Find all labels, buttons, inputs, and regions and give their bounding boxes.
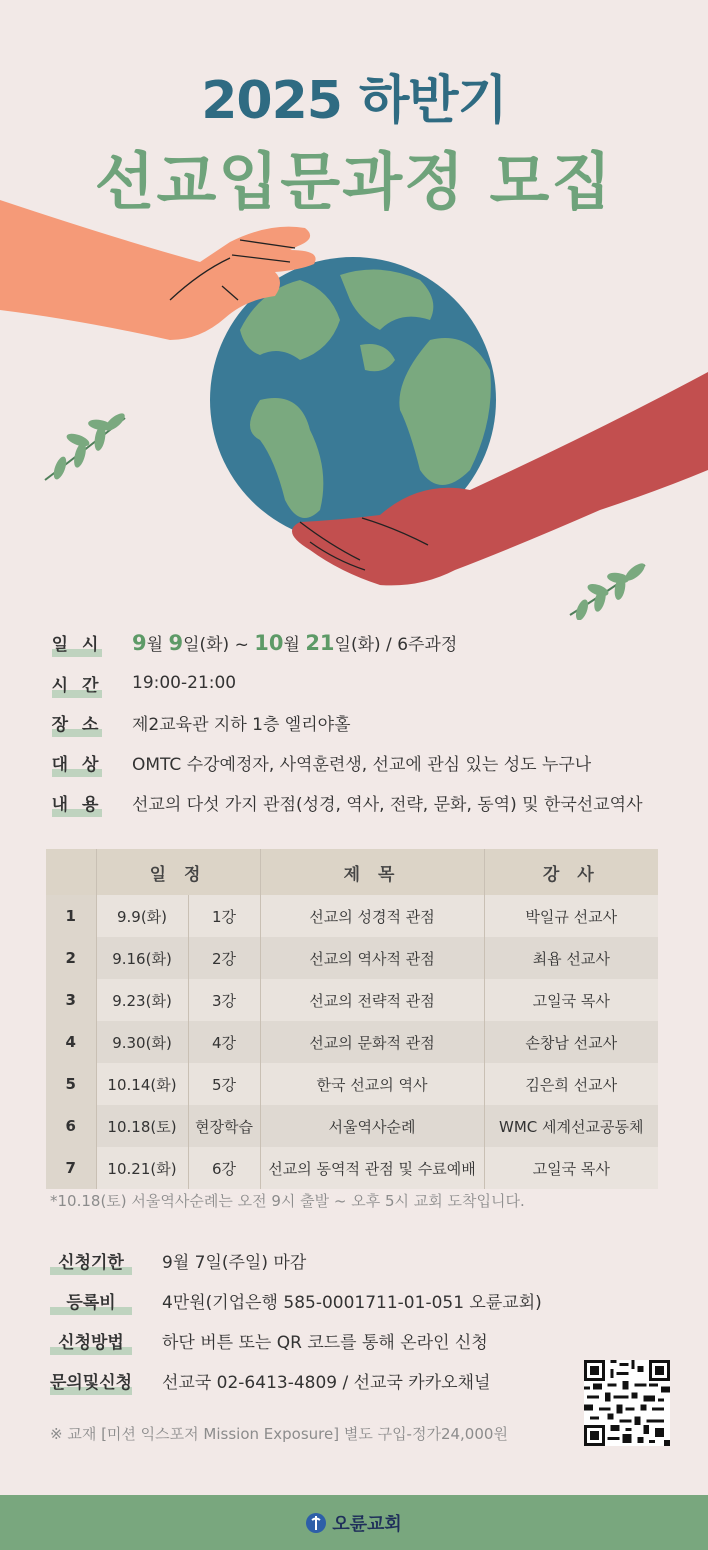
deadline-value: 9월 7일(주일) 마감	[162, 1252, 307, 1273]
field-trip-note: *10.18(토) 서울역사순례는 오전 9시 출발 ~ 오후 5시 교회 도착입니다.	[50, 1192, 525, 1210]
place-value: 제2교육관 지하 1층 엘리야홀	[132, 714, 351, 735]
info-row-content	[50, 787, 643, 817]
qr-code[interactable]	[584, 1360, 670, 1446]
method-label: 신청방법	[46, 1328, 136, 1353]
row-date: 9.9(화)	[96, 895, 188, 937]
leaf-branch-icon	[570, 560, 647, 620]
table-row	[46, 937, 658, 979]
row-title: 한국 선교의 역사	[260, 1063, 484, 1105]
row-lecturer: 고일국 목사	[484, 979, 658, 1021]
info-row-place	[50, 707, 351, 737]
row-number: 4	[46, 1021, 96, 1063]
table-row	[46, 1021, 658, 1063]
row-number: 5	[46, 1063, 96, 1105]
table-row	[46, 895, 658, 937]
row-number: 3	[46, 979, 96, 1021]
info-row-target	[50, 747, 591, 777]
row-number: 2	[46, 937, 96, 979]
row-date: 10.14(화)	[96, 1063, 188, 1105]
row-title: 선교의 성경적 관점	[260, 895, 484, 937]
fee-label: 등록비	[46, 1288, 136, 1313]
church-logo[interactable]	[306, 1510, 402, 1536]
date-label: 일 시	[50, 630, 104, 655]
contact-value: 선교국 02-6413-4809 / 선교국 카카오채널	[162, 1372, 491, 1393]
info-row-time	[50, 668, 236, 698]
table-row	[46, 979, 658, 1021]
table-header-schedule: 일 정	[96, 849, 260, 895]
row-session: 1강	[188, 895, 260, 937]
church-logo-icon	[306, 1513, 326, 1533]
footer-bar	[0, 1495, 708, 1550]
deadline-label: 신청기한	[46, 1248, 136, 1273]
row-lecturer: WMC 세계선교공동체	[484, 1105, 658, 1147]
row-title: 선교의 역사적 관점	[260, 937, 484, 979]
table-header-title: 제 목	[260, 849, 484, 895]
row-lecturer: 최욥 선교사	[484, 937, 658, 979]
row-date: 9.30(화)	[96, 1021, 188, 1063]
table-header-row	[46, 849, 658, 895]
table-row	[46, 1105, 658, 1147]
row-session: 현장학습	[188, 1105, 260, 1147]
row-session: 2강	[188, 937, 260, 979]
row-title: 서울역사순례	[260, 1105, 484, 1147]
table-header-lecturer: 강 사	[484, 849, 658, 895]
title-line1: 2025 하반기	[201, 71, 507, 131]
leaf-branch-icon	[45, 410, 127, 481]
row-lecturer: 박일규 선교사	[484, 895, 658, 937]
apply-row-contact	[46, 1365, 490, 1395]
table-row	[46, 1063, 658, 1105]
church-logo-text: 오륜교회	[332, 1513, 402, 1535]
target-label: 대 상	[50, 750, 104, 775]
row-session: 3강	[188, 979, 260, 1021]
row-date: 9.16(화)	[96, 937, 188, 979]
row-session: 6강	[188, 1147, 260, 1189]
apply-row-fee	[46, 1285, 542, 1315]
row-title: 선교의 문화적 관점	[260, 1021, 484, 1063]
row-lecturer: 손창남 선교사	[484, 1021, 658, 1063]
row-lecturer: 고일국 목사	[484, 1147, 658, 1189]
contact-label: 문의및신청	[46, 1368, 136, 1393]
row-number: 6	[46, 1105, 96, 1147]
globe-hands-illustration	[0, 190, 708, 620]
row-number: 7	[46, 1147, 96, 1189]
title-line2: 선교입문과정 모집	[94, 145, 614, 218]
table-header-no	[46, 849, 96, 895]
row-date: 10.21(화)	[96, 1147, 188, 1189]
table-row	[46, 1147, 658, 1189]
row-title: 선교의 전략적 관점	[260, 979, 484, 1021]
apply-row-deadline	[46, 1245, 306, 1275]
info-row-date	[50, 627, 457, 657]
row-title: 선교의 동역적 관점 및 수료예배	[260, 1147, 484, 1189]
row-lecturer: 김은희 선교사	[484, 1063, 658, 1105]
target-value: OMTC 수강예정자, 사역훈련생, 선교에 관심 있는 성도 누구나	[132, 754, 592, 775]
content-value: 선교의 다섯 가지 관점(성경, 역사, 전략, 문화, 동역) 및 한국선교역사	[132, 794, 643, 815]
row-date: 9.23(화)	[96, 979, 188, 1021]
time-value: 19:00-21:00	[132, 673, 237, 693]
row-session: 4강	[188, 1021, 260, 1063]
time-label: 시 간	[50, 671, 104, 696]
apply-row-method	[46, 1325, 488, 1355]
textbook-note: ※ 교재 [미션 익스포저 Mission Exposure] 별도 구입-정가24,000원	[50, 1425, 508, 1443]
row-session: 5강	[188, 1063, 260, 1105]
row-date: 10.18(토)	[96, 1105, 188, 1147]
place-label: 장 소	[50, 710, 104, 735]
row-number: 1	[46, 895, 96, 937]
method-value: 하단 버튼 또는 QR 코드를 통해 온라인 신청	[162, 1332, 488, 1353]
date-value: 9월 9일(화) ~ 10월 21일(화) / 6주과정	[132, 630, 458, 655]
fee-value: 4만원(기업은행 585-0001711-01-051 오륜교회)	[162, 1292, 542, 1313]
schedule-table	[46, 849, 658, 1189]
content-label: 내 용	[50, 790, 104, 815]
